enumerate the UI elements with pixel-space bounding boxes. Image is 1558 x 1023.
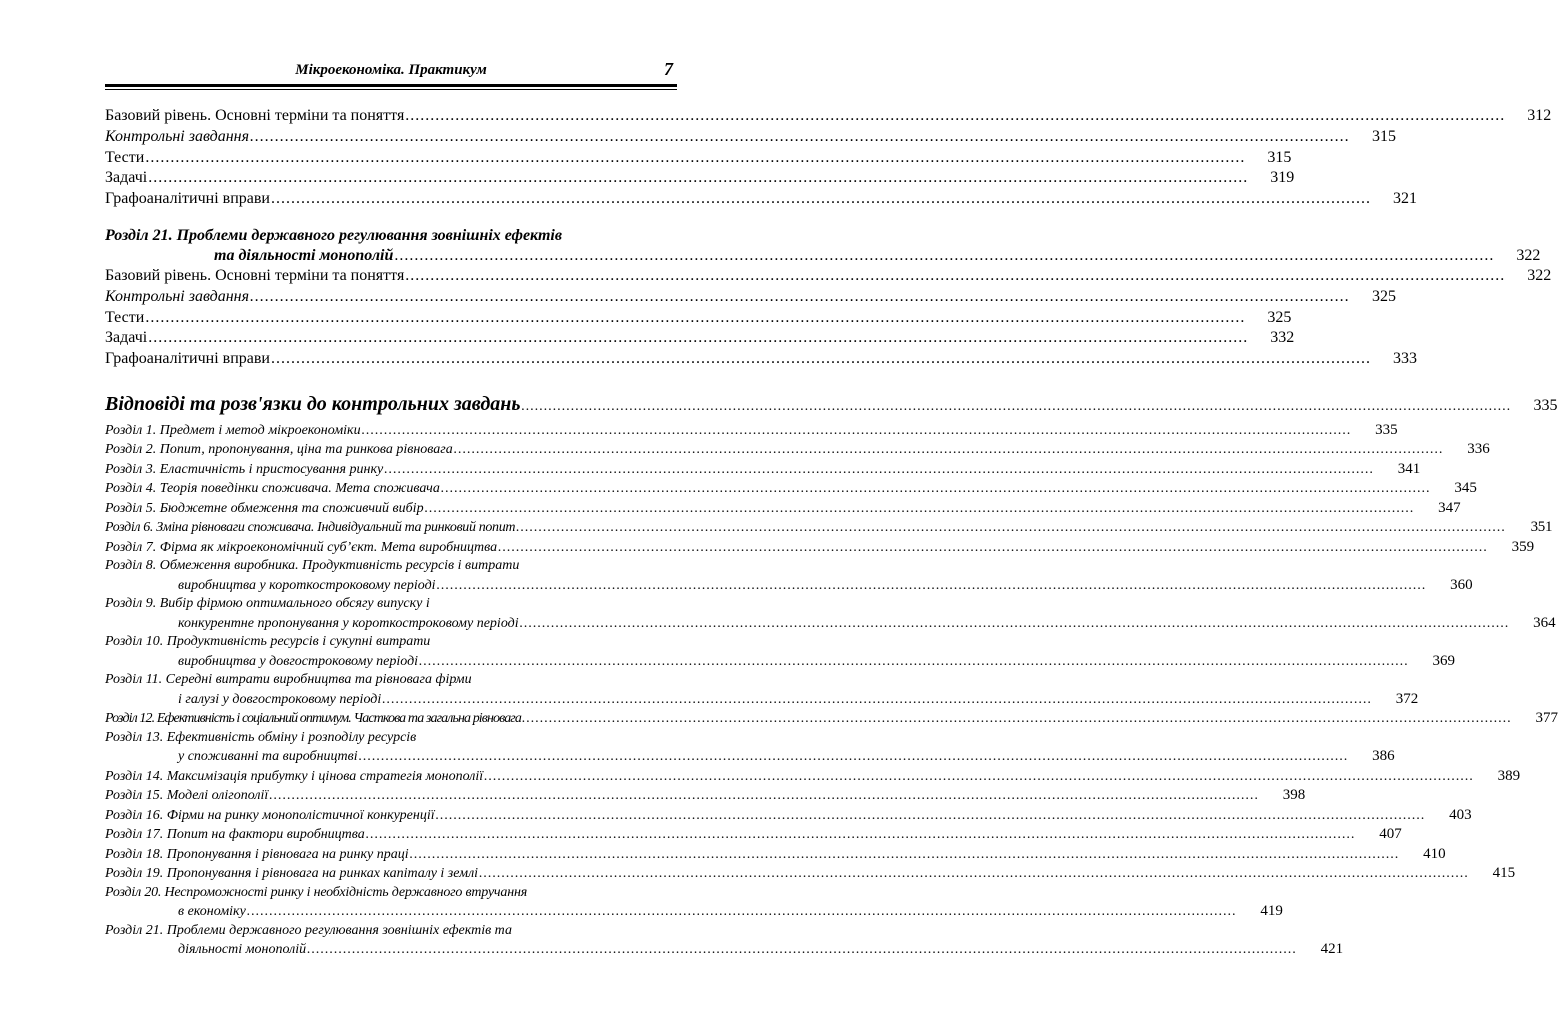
toc-leader-dots: ............................................................................................................................................................................................................................ [519, 615, 1510, 631]
section-heading-page: 322 [1516, 246, 1541, 264]
chapter-entry[interactable] [105, 786, 1306, 806]
toc-leader-dots: ............................................................................................................................................................................................................................ [498, 539, 1489, 555]
toc-entry[interactable] [105, 148, 1292, 169]
chapter-entry[interactable] [105, 884, 1283, 922]
chapter-page: 335 [1375, 421, 1398, 438]
toc-leader-dots: ............................................................................................................................................................................................................................ [307, 942, 1298, 958]
chapter-page: 359 [1511, 538, 1535, 555]
chapter-page: 364 [1533, 614, 1556, 631]
toc-leader-dots: ............................................................................................................................................................................................................................ [424, 500, 1415, 516]
chapter-entry[interactable] [105, 557, 1473, 595]
chapter-entry[interactable] [105, 479, 1477, 499]
toc-leader-dots: ............................................................................................................................................................................................................................ [440, 481, 1431, 497]
chapter-label: Розділ 15. Моделі олігополії [105, 788, 269, 804]
toc-entry[interactable] [105, 127, 1397, 148]
chapter-page: 345 [1454, 480, 1477, 497]
toc-entry-label: Тести [105, 308, 145, 326]
chapter-page: 351 [1530, 519, 1553, 536]
toc-entry[interactable] [105, 106, 1552, 127]
chapter-entry[interactable] [105, 825, 1402, 845]
toc-entry[interactable] [105, 266, 1552, 287]
toc-entry[interactable] [105, 287, 1397, 308]
toc-leader-dots: ............................................................................................................................................................................................................................ [250, 127, 1351, 145]
chapter-label: Розділ 12. Ефективність і соціальний оптимум. Часткова та загальна рівновага [105, 711, 521, 727]
chapter-page: 415 [1492, 865, 1516, 882]
toc-entry-label: Контрольні завдання [105, 287, 250, 305]
chapter-entry[interactable] [105, 421, 1398, 441]
toc-entry[interactable] [105, 349, 1417, 370]
chapter-page: 403 [1449, 806, 1472, 823]
toc-entry-page: 325 [1267, 308, 1292, 326]
chapter-page: 398 [1282, 787, 1306, 804]
toc-entry-label: Контрольні завдання [105, 127, 250, 145]
header-page-number: 7 [664, 59, 673, 79]
chapter-entry[interactable] [105, 806, 1472, 826]
chapter-entry[interactable] [105, 633, 1456, 671]
toc-leader-dots: ............................................................................................................................................................................................................................ [484, 768, 1475, 784]
chapter-entry[interactable] [105, 709, 1558, 729]
chapter-page: 419 [1260, 903, 1283, 920]
toc-entry-label: Задачі [105, 169, 148, 187]
chapter-page: 421 [1320, 941, 1344, 958]
table-of-contents [105, 106, 1558, 960]
chapter-label: Розділ 19. Пропонування і рівновага на ринках капіталу і землі [105, 866, 479, 882]
chapter-label-continued: і галузі у довгостроковому періоді [178, 691, 382, 707]
toc-entry-page: 332 [1270, 329, 1295, 347]
toc-entry-page: 319 [1270, 169, 1295, 187]
toc-entry[interactable] [105, 328, 1295, 349]
chapter-label-continued: виробництва у короткостроковому періоді [178, 577, 436, 593]
toc-leader-dots: ............................................................................................................................................................................................................................ [269, 788, 1260, 804]
chapter-entry[interactable] [105, 864, 1516, 884]
header-rule-thick [105, 84, 677, 87]
chapter-label-continued: в економіку [178, 904, 246, 920]
toc-entry-label: Базовий рівень. Основні терміни та поняття [105, 266, 405, 284]
running-header [105, 59, 677, 84]
toc-entry-page: 315 [1372, 127, 1397, 145]
chapter-label: Розділ 7. Фірма як мікроекономічний суб’єкт. Мета виробництва [105, 539, 498, 555]
chapter-label: Розділ 1. Предмет і метод мікроекономіки [105, 422, 361, 438]
section-heading-line1: Розділ 21. Проблеми державного регулювання зовнішніх ефектів [105, 226, 562, 244]
chapter-page: 360 [1450, 576, 1473, 593]
toc-leader-dots: ............................................................................................................................................................................................................................ [250, 287, 1351, 305]
toc-entry-page: 333 [1393, 350, 1417, 368]
toc-leader-dots: ............................................................................................................................................................................................................................ [148, 329, 1249, 347]
toc-leader-dots: ............................................................................................................................................................................................................................ [148, 169, 1249, 187]
toc-leader-dots: ............................................................................................................................................................................................................................ [419, 653, 1410, 669]
chapter-page: 372 [1395, 690, 1419, 707]
toc-leader-dots: ............................................................................................................................................................................................................................ [479, 866, 1470, 882]
chapter-label: Розділ 2. Попит, пропонування, ціна та ринкова рівновага [105, 442, 453, 458]
chapter-label: Розділ 5. Бюджетне обмеження та споживчий вибір [105, 500, 424, 516]
toc-leader-dots: ............................................................................................................................................................................................................................ [409, 846, 1400, 862]
section-heading-line2: та діяльності монополій [214, 246, 394, 264]
toc-entry-label: Базовий рівень. Основні терміни та поняття [105, 107, 405, 124]
chapter-label: Розділ 17. Попит на фактори виробництва [105, 827, 365, 843]
chapter-page: 377 [1535, 710, 1558, 727]
toc-leader-dots: ............................................................................................................................................................................................................................ [271, 350, 1371, 368]
chapter-entry[interactable] [105, 767, 1521, 787]
toc-leader-dots: ............................................................................................................................................................................................................................ [521, 711, 1512, 727]
toc-leader-dots: ............................................................................................................................................................................................................................ [246, 904, 1237, 920]
answers-heading-page: 335 [1533, 396, 1558, 414]
header-rule-thin [105, 89, 677, 90]
toc-entry-page: 322 [1527, 266, 1552, 284]
toc-leader-dots: ............................................................................................................................................................................................................................ [521, 398, 1512, 414]
chapter-page: 389 [1497, 767, 1521, 784]
toc-entry-page: 312 [1527, 107, 1552, 124]
chapter-label: Розділ 4. Теорія поведінки споживача. Мета споживача [105, 481, 440, 497]
chapter-entry[interactable] [105, 460, 1421, 480]
toc-leader-dots: ............................................................................................................................................................................................................................ [365, 827, 1356, 843]
chapter-label: Розділ 8. Обмеження виробника. Продуктивність ресурсів і витрати [105, 558, 520, 574]
chapter-label: Розділ 18. Пропонування і рівновага на ринку праці [105, 846, 409, 862]
chapter-page: 341 [1397, 460, 1421, 477]
toc-entry-label: Задачі [105, 329, 148, 347]
chapter-label: Розділ 14. Максимізація прибутку і цінова стратегія монополії [105, 768, 484, 784]
chapter-label: Розділ 21. Проблеми державного регулювання зовнішніх ефектів та [105, 922, 512, 938]
chapter-label-continued: у споживанні та виробництві [178, 749, 358, 765]
toc-leader-dots: ............................................................................................................................................................................................................................ [405, 107, 1506, 124]
toc-entry[interactable] [105, 308, 1292, 329]
toc-leader-dots: ............................................................................................................................................................................................................................ [361, 422, 1352, 438]
chapter-entry[interactable] [105, 671, 1419, 709]
chapter-entry[interactable] [105, 518, 1553, 538]
toc-leader-dots: ............................................................................................................................................................................................................................ [145, 148, 1246, 166]
chapter-page: 407 [1379, 826, 1402, 843]
chapter-entry[interactable] [105, 845, 1446, 865]
toc-leader-dots: ............................................................................................................................................................................................................................ [436, 577, 1427, 593]
chapter-label: Розділ 16. Фірми на ринку монополістичної конкуренції [105, 807, 435, 823]
chapter-page: 386 [1372, 748, 1395, 765]
answers-heading-label: Відповіді та розв'язки до контрольних завдань [105, 392, 521, 415]
toc-leader-dots: ............................................................................................................................................................................................................................ [405, 266, 1506, 284]
toc-entry-label: Графоаналітичні вправи [105, 350, 270, 368]
toc-leader-dots: ............................................................................................................................................................................................................................ [358, 749, 1349, 765]
toc-entry-label: Графоаналітичні вправи [105, 190, 270, 208]
toc-entry-page: 325 [1372, 287, 1397, 305]
toc-leader-dots: ............................................................................................................................................................................................................................ [394, 246, 1495, 264]
chapter-label: Розділ 13. Ефективність обміну і розподілу ресурсів [105, 729, 417, 745]
chapter-entry[interactable] [105, 499, 1461, 519]
chapter-page: 410 [1423, 845, 1446, 862]
chapter-entry[interactable] [105, 538, 1535, 558]
chapter-page: 347 [1438, 499, 1461, 516]
toc-leader-dots: ............................................................................................................................................................................................................................ [453, 442, 1444, 458]
toc-entry-page: 315 [1267, 148, 1292, 166]
chapter-entry[interactable] [105, 729, 1395, 767]
toc-leader-dots: ............................................................................................................................................................................................................................ [382, 691, 1373, 707]
answers-heading[interactable] [105, 390, 1558, 421]
toc-entry-label: Тести [105, 148, 145, 166]
toc-leader-dots: ............................................................................................................................................................................................................................ [145, 308, 1246, 326]
chapter-label: Розділ 10. Продуктивність ресурсів і сукупні витрати [105, 634, 431, 650]
chapter-label-continued: виробництва у довгостроковому періоді [178, 653, 419, 669]
chapter-page: 336 [1467, 441, 1490, 458]
toc-entry[interactable] [105, 168, 1295, 189]
toc-leader-dots: ............................................................................................................................................................................................................................ [271, 190, 1371, 208]
section-heading[interactable] [105, 226, 1541, 266]
chapter-label: Розділ 6. Зміна рівноваги споживача. Індивідуальний та ринковий попит [105, 520, 516, 536]
chapter-label-continued: конкурентне пропонування у короткостроковому періоді [178, 615, 519, 631]
toc-leader-dots: ............................................................................................................................................................................................................................ [384, 461, 1375, 477]
header-title: Мікроекономіка. Практикум [295, 62, 487, 78]
toc-leader-dots: ............................................................................................................................................................................................................................ [435, 807, 1426, 823]
chapter-label: Розділ 20. Неспроможності ринку і необхідність державного втручання [105, 884, 528, 900]
chapter-label: Розділ 3. Еластичність і пристосування ринку [105, 461, 384, 477]
toc-entry-page: 321 [1393, 190, 1417, 208]
chapter-page: 369 [1432, 652, 1456, 669]
chapter-entry[interactable] [105, 922, 1344, 960]
chapter-label: Розділ 9. Вибір фірмою оптимального обсягу випуску і [105, 596, 430, 612]
chapter-entry[interactable] [105, 595, 1556, 633]
toc-entry[interactable] [105, 189, 1417, 210]
chapter-label: Розділ 11. Середні витрати виробництва та рівновага фірми [105, 672, 472, 688]
toc-leader-dots: ............................................................................................................................................................................................................................ [516, 520, 1507, 536]
chapter-entry[interactable] [105, 440, 1490, 460]
chapter-label-continued: діяльності монополій [178, 942, 307, 958]
